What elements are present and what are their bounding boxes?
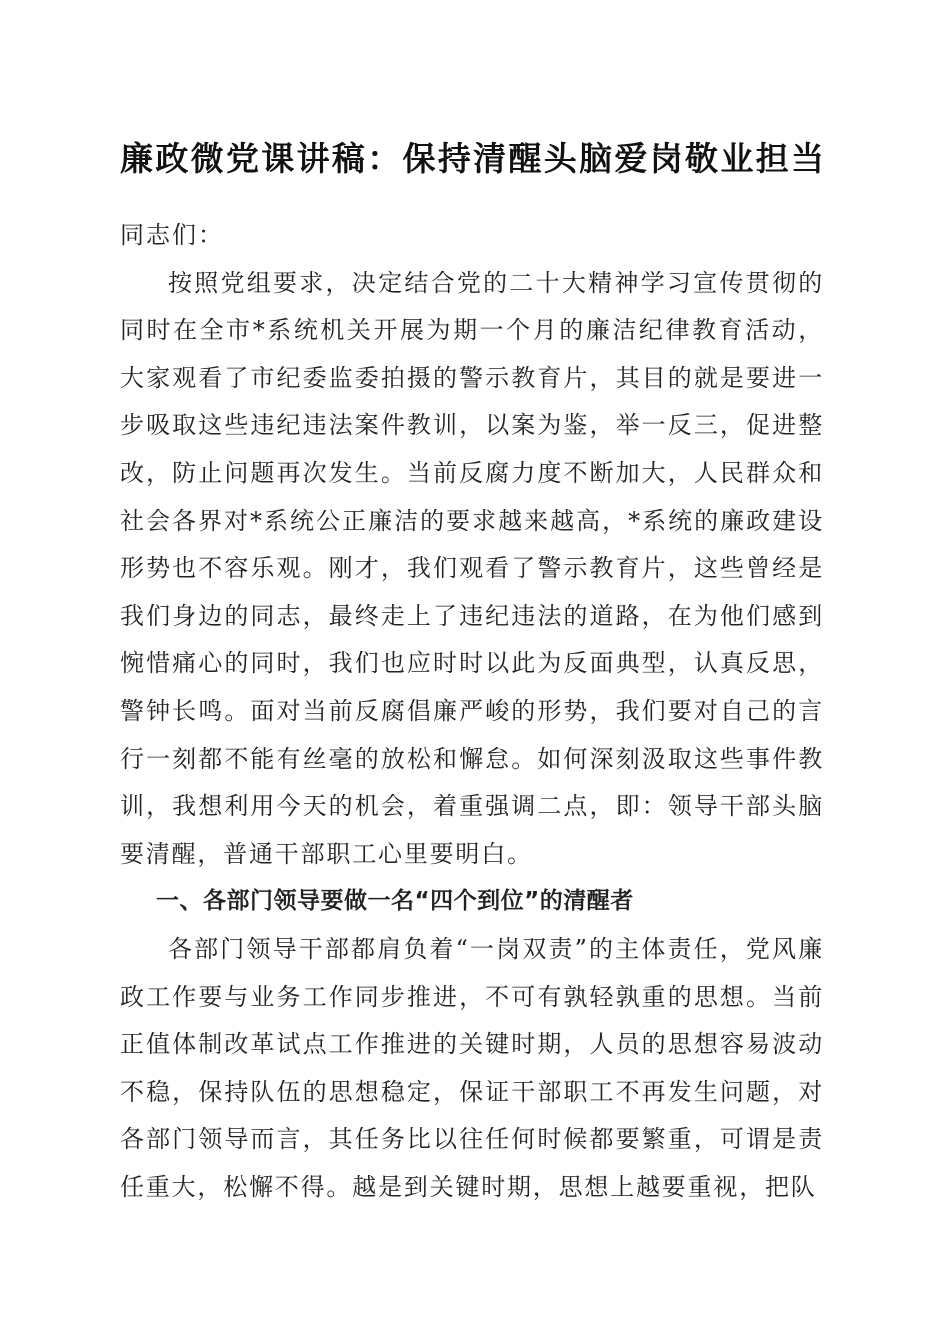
document-body [120, 212, 824, 1211]
section-heading: 一、各部门领导要做一名“四个到位”的清醒者 [156, 888, 634, 915]
greeting: 同志们： [120, 221, 224, 249]
section-paragraph: 各部门领导干部都肩负着“一岗双责”的主体责任，党风廉政工作要与业务工作同步推进，不可有孰轻孰重的思想。当前正值体制改革试点工作推进的关键时期，人员的思想容易波动不稳，保持队伍的思想稳定，保证干部职工不再发生问题，对各部门领导而言，其任务比以往任何时候都要繁重，可谓是责任重大，松懈不得。越是到关键时期，思想上越要重视，把队 [120, 934, 824, 1201]
document-page [120, 0, 824, 1344]
document-title: 廉政微党课讲稿：保持清醒头脑爱岗敬业担当 [120, 139, 824, 178]
intro-paragraph: 按照党组要求，决定结合党的二十大精神学习宣传贯彻的同时在全市*系统机关开展为期一个月的廉洁纪律教育活动，大家观看了市纪委监委拍摄的警示教育片，其目的就是要进一步吸取这些违纪违法案件教训，以案为鉴，举一反三，促进整改，防止问题再次发生。当前反腐力度不断加大，人民群众和社会各界对*系统公正廉洁的要求越来越高，*系统的廉政建设形势也不容乐观。刚才，我们观看了警示教育片，这些曾经是我们身边的同志，最终走上了违纪违法的道路，在为他们感到惋惜痛心的同时，我们也应时时以此为反面典型，认真反思，警钟长鸣。面对当前反腐倡廉严峻的形势，我们要对自己的言行一刻都不能有丝毫的放松和懈怠。如何深刻汲取这些事件教训，我想利用今天的机会，着重强调二点，即：领导干部头脑要清醒，普通干部职工心里要明白。 [120, 268, 824, 868]
